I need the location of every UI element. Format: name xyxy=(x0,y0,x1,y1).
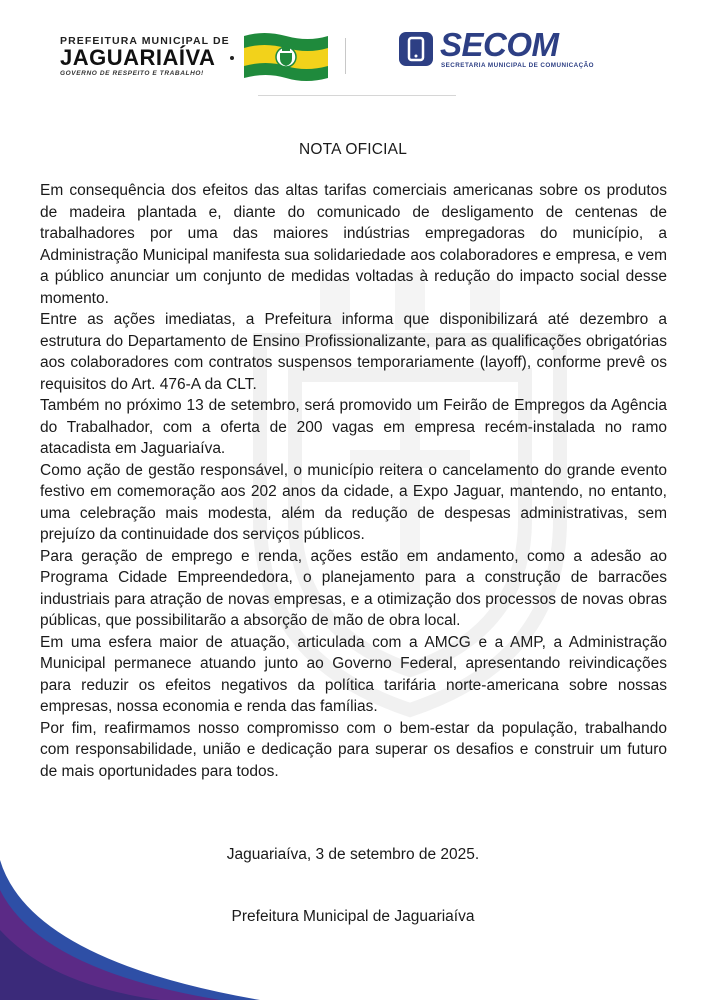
document-body xyxy=(40,180,667,782)
secom-logo-name: SECOM xyxy=(440,26,559,63)
municipal-flag-icon xyxy=(242,28,330,84)
paragraph-4: Como ação de gestão responsável, o município reitera o cancelamento do grande evento festivo em comemoração aos 202 anos da cidade, a Expo Jaguar, mantendo, no entanto, uma celebração mais modesta, além da redução de despesas administrativas, sem prejuízo da continuidade dos serviços públicos. xyxy=(40,461,667,543)
document-title: NOTA OFICIAL xyxy=(298,141,408,158)
header-divider xyxy=(345,38,346,74)
header-rule xyxy=(258,95,456,96)
prefeitura-logo-top: PREFEITURA MUNICIPAL DE xyxy=(60,35,230,47)
paragraph-2: Entre as ações imediatas, a Prefeitura informa que disponibilizará até dezembro a estrutura do Departamento de Ensino Profissionalizante, para as qualificações obrigatórias aos colaboradores com contratos suspensos temporariamente (layoff), conforme prevê os requisitos do Art. 476-A da CLT. xyxy=(40,311,667,393)
prefeitura-logo-tagline: GOVERNO DE RESPEITO E TRABALHO! xyxy=(60,70,204,77)
paragraph-5: Para geração de emprego e renda, ações estão em andamento, como a adesão ao Programa Cidade Empreendedora, o planejamento para a construção de barracões industriais para atração de novas empresas, e a otimização dos processos de novas obras públicas, que possibilitarão a absorção de mão de obra local. xyxy=(40,547,667,629)
decorative-swoosh xyxy=(0,820,260,1000)
prefeitura-logo-name: JAGUARIAÍVA xyxy=(60,45,216,70)
letterhead xyxy=(0,0,706,100)
prefeitura-logo xyxy=(60,35,230,77)
paragraph-7: Por fim, reafirmamos nosso compromisso com o bem-estar da população, trabalhando com responsabilidade, união e dedicação para superar os desafios e construir um futuro de mais oportunidades para todos. xyxy=(40,719,667,780)
paragraph-3: Também no próximo 13 de setembro, será promovido um Feirão de Empregos da Agência do Trabalhador, com a oferta de 200 vagas em empresa recém-instalada no ramo atacadista em Jaguariaíva. xyxy=(40,397,667,457)
separator-dot xyxy=(230,56,234,60)
secom-logo-subtitle: SECRETARIA MUNICIPAL DE COMUNICAÇÃO xyxy=(441,62,594,69)
place-and-date: Jaguariaíva, 3 de setembro de 2025. xyxy=(226,846,480,863)
paragraph-6: Em uma esfera maior de atuação, articulada com a AMCG e a AMP, a Administração Municipal permanece atuando junto ao Governo Federal, apresentando reivindicações para reduzir os efeitos negativos da política tarifária norte-americana sobre nossas empresas, nossa economia e renda das famílias. xyxy=(40,633,667,715)
secom-phone-icon xyxy=(399,32,433,66)
paragraph-1: Em consequência dos efeitos das altas tarifas comerciais americanas sobre os produtos de madeira plantada e, diante do comunicado de desligamento de centenas de trabalhadores por uma das maiores indústrias empregadoras do município, a Administração Municipal manifesta sua solidariedade aos colaboradores e empresa, e vem a público anunciar um conjunto de medidas voltadas à redução do impacto social desse momento. xyxy=(40,182,667,307)
signature: Prefeitura Municipal de Jaguariaíva xyxy=(231,908,475,925)
